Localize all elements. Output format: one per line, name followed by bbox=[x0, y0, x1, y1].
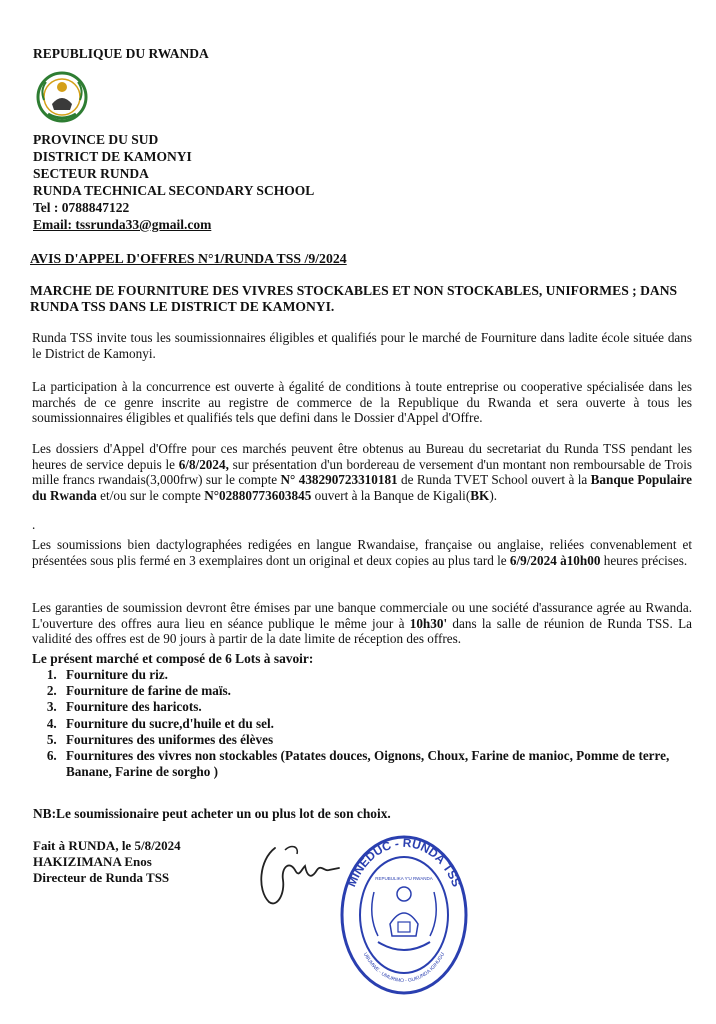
rwanda-emblem bbox=[30, 70, 94, 126]
account-number-1: N° 438290723310181 bbox=[280, 472, 398, 488]
stamp-ring-bottom: UBUMWE - UMURIMO - GUKUNDA IGIHUGU bbox=[361, 951, 447, 985]
paragraph-submissions bbox=[32, 537, 692, 568]
nb-note: NB:Le soumissionaire peut acheter un ou plus lot de son choix. bbox=[33, 806, 391, 821]
lot-item: 2. Fourniture de farine de maïs. bbox=[60, 683, 700, 699]
stray-dot: . bbox=[32, 517, 36, 532]
p3-text-6: ). bbox=[489, 487, 498, 503]
paragraph-guarantees bbox=[32, 600, 692, 647]
p3-text-3: de Runda TVET School ouvert à la bbox=[397, 472, 591, 488]
p4-text-2: heures précises. bbox=[600, 552, 688, 568]
svg-text:UBUMWE - UMURIMO - GUKUNDA IGI bbox=[362, 951, 446, 984]
district: DISTRICT DE KAMONYI bbox=[33, 149, 192, 164]
official-stamp bbox=[338, 832, 470, 998]
email: Email: tssrunda33@gmail.com bbox=[33, 217, 212, 232]
lot-item: 4. Fourniture du sucre,d'huile et du sel. bbox=[60, 716, 700, 732]
province: PROVINCE DU SUD bbox=[33, 132, 159, 147]
stamp-ring-top: MINEDUC - RUNDA TSS bbox=[344, 835, 464, 889]
school-name: RUNDA TECHNICAL SECONDARY SCHOOL bbox=[33, 183, 315, 198]
lot-item: 5. Fournitures des uniformes des élèves bbox=[60, 732, 700, 748]
handwritten-signature bbox=[255, 840, 345, 910]
start-date: 6/8/2024, bbox=[178, 456, 229, 472]
sector: SECTEUR RUNDA bbox=[33, 166, 149, 181]
paragraph-intro: Runda TSS invite tous les soumissionnaires éligibles et qualifiés pour le marché de Fourniture dans ladite école située dans le District de Kamonyi. bbox=[32, 330, 692, 361]
notice-title: AVIS D'APPEL D'OFFRES N°1/RUNDA TSS /9/2024 bbox=[30, 251, 347, 266]
p3-text-4: et/ou sur le compte bbox=[96, 487, 205, 503]
lots-list bbox=[32, 667, 700, 780]
paragraph-dossiers bbox=[32, 441, 692, 503]
bank-abbrev: BK bbox=[470, 487, 490, 503]
country-name: REPUBLIQUE DU RWANDA bbox=[33, 46, 209, 61]
p3-text-1: Les dossiers d'Appel d'Offre pour ces marchés peuvent être obtenus au Bureau du secretariat du Runda TSS pendant les heures de service depuis le bbox=[32, 441, 692, 472]
signatory-role: Directeur de Runda TSS bbox=[33, 870, 170, 885]
deadline: 6/9/2024 à10h00 bbox=[509, 552, 601, 568]
lots-intro: Le présent marché et composé de 6 Lots à savoir: bbox=[32, 651, 314, 666]
p5-text-2: dans la salle de réunion de Runda TSS. La validité des offres est de 90 jours à partir de la date limite de réception des offres. bbox=[32, 615, 692, 647]
bank-name-1: Banque Populaire du Rwanda bbox=[32, 472, 692, 503]
lot-item: 3. Fourniture des haricots. bbox=[60, 699, 700, 715]
lot-item: 6. Fournitures des vivres non stockables (Patates douces, Oignons, Choux, Farine de manioc, Pomme de terre, Banane, Farine de sorgho ) bbox=[60, 748, 700, 780]
stamp-banner: REPUBULIKA Y'U RWANDA bbox=[375, 876, 433, 881]
p4-text-1: Les soumissions bien dactylographées redigées en langue Rwandaise, française ou anglaise, reliées convenablement et présentées sous plis fermé en 3 exemplaires dont un original et deux copies au plus tard le bbox=[32, 537, 692, 568]
p5-text-1: Les garanties de soumission devront être émises par une banque commerciale ou une société d'assurance agrée au Rwanda. L'ouverture des offres aura lieu en séance publique le même jour à bbox=[32, 600, 692, 631]
opening-time: 10h30' bbox=[409, 615, 448, 631]
market-title: MARCHE DE FOURNITURE DES VIVRES STOCKABLES ET NON STOCKABLES, UNIFORMES ; DANS RUNDA TSS DANS LE DISTRICT DE KAMONYI. bbox=[30, 283, 678, 314]
lot-item: 1. Fourniture du riz. bbox=[60, 667, 700, 683]
place-date: Fait à RUNDA, le 5/8/2024 bbox=[33, 838, 181, 853]
account-number-2: N°02880773603845 bbox=[204, 487, 312, 503]
p3-text-2: sur présentation d'un bordereau de versement d'un montant non remboursable de Trois mille francs rwandais(3,000frw) sur le compte bbox=[32, 456, 692, 488]
paragraph-participation: La participation à la concurrence est ouverte à égalité de conditions à toute entreprise ou cooperative spécialisée dans les marchés de ce genre inscrite au registre de commerce de la Republique du Rwanda et sera ouverte à tous les soumissionnaires éligibles et qualifiés tels que defini dans le Dossier d'Appel d'Offre. bbox=[32, 379, 692, 426]
p3-text-5: ouvert à la Banque de Kigali( bbox=[311, 487, 471, 503]
signatory-name: HAKIZIMANA Enos bbox=[33, 854, 152, 869]
telephone: Tel : 0788847122 bbox=[33, 200, 130, 215]
